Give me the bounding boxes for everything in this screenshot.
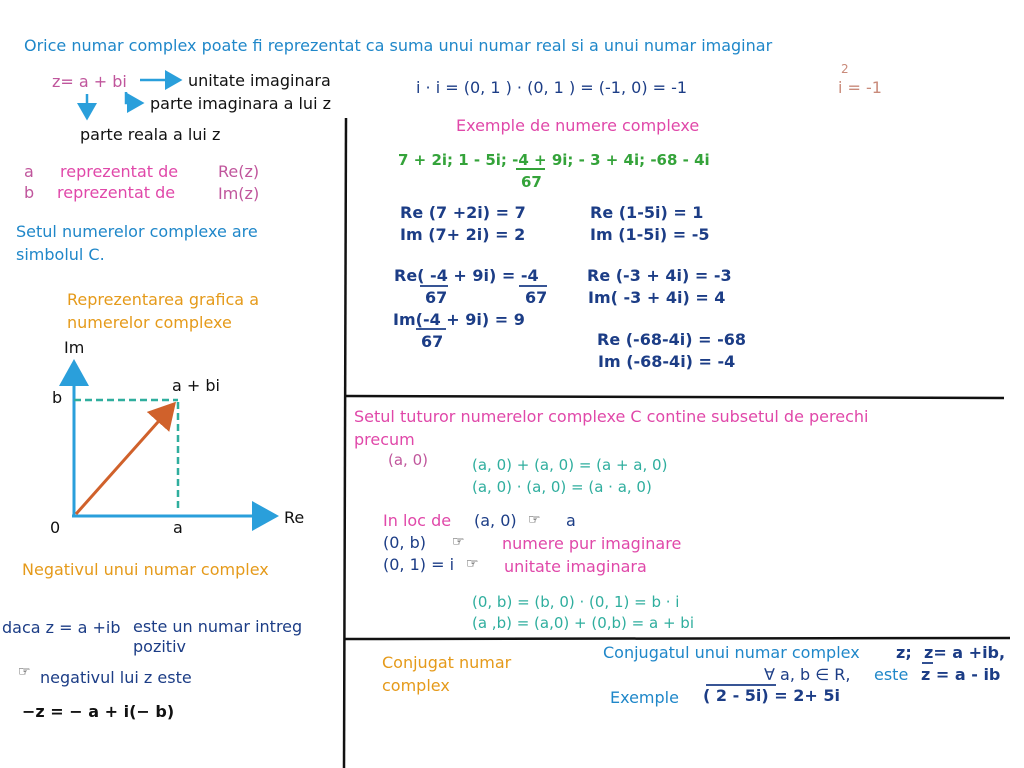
conjugate-forall: ∀ a, b ∈ R, [764, 665, 851, 684]
negative-cond-line1: este un numar intreg [133, 617, 303, 636]
negative-title: Negativul unui numar complex [22, 560, 269, 579]
im-neg68: Im (-68-4i) = -4 [598, 352, 736, 371]
sum-formula: (a ,b) = (a,0) + (0,b) = a + bi [472, 614, 694, 632]
im-z: Im(z) [218, 184, 260, 203]
graph-b-label: b [52, 388, 63, 407]
conjugate-este: este [874, 665, 909, 684]
complex-form: z= a + bi [52, 72, 127, 91]
identity-exponent: 2 [841, 62, 849, 76]
subset-pair: (a, 0) [388, 451, 428, 469]
negative-cond-line2: pozitiv [133, 637, 186, 656]
label-imag-unit: unitate imaginara [188, 71, 331, 90]
page-heading: Orice numar complex poate fi reprezentat ca suma unui numar real si a unui numar imaginar [24, 36, 773, 55]
pure-formula: (0, b) = (b, 0) · (0, 1) = b · i [472, 593, 680, 611]
im-frac: Im(-4 + 9i) = 9 [393, 310, 525, 329]
subset-sum: (a, 0) + (a, 0) = (a + a, 0) [472, 456, 668, 474]
identity-square: i = -1 [838, 78, 882, 97]
conjugate-example: ( 2 - 5i) = 2+ 5i [703, 686, 840, 705]
conjugate-zdef: z= a +ib, [924, 643, 1006, 662]
re-frac: Re( -4 + 9i) = -4 [394, 266, 539, 285]
im-frac-den: 67 [421, 332, 444, 351]
pointer-icon: ☞ [466, 556, 479, 572]
graph-point-label: a + bi [172, 376, 220, 395]
graph-a-label: a [173, 518, 183, 537]
pure-imag-text: numere pur imaginare [502, 534, 682, 553]
pointer-icon: ☞ [528, 512, 541, 528]
conjugate-z: z; [896, 643, 912, 662]
conjugate-title-line2: complex [382, 676, 450, 695]
instead-pair: (a, 0) [474, 511, 517, 530]
graph-origin-label: 0 [50, 518, 61, 537]
conjugate-formula: z = a - ib [921, 665, 1001, 684]
label-imag-part: parte imaginara a lui z [150, 94, 331, 113]
negative-if: daca z = a +ib [2, 618, 121, 637]
instead-label: In loc de [383, 511, 452, 530]
re-neg3-4i: Re (-3 + 4i) = -3 [587, 266, 732, 285]
represent-a-text: reprezentat de [60, 162, 179, 181]
conjugate-title-line1: Conjugat numar [382, 653, 512, 672]
re-frac-den-left: 67 [425, 288, 448, 307]
unit-text: unitate imaginara [504, 557, 647, 576]
re-frac-den-right: 67 [525, 288, 548, 307]
graph-title-line1: Reprezentarea grafica a [67, 290, 259, 309]
im-7-2i: Im (7+ 2i) = 2 [400, 225, 526, 244]
re-neg68: Re (-68-4i) = -68 [597, 330, 746, 349]
graph-re-label: Re [284, 508, 305, 527]
var-b: b [24, 183, 35, 202]
conjugate-def: Conjugatul unui numar complex [603, 643, 860, 662]
graph-im-label: Im [64, 338, 85, 357]
instead-result: a [566, 511, 576, 530]
im-1-5i: Im (1-5i) = -5 [590, 225, 710, 244]
graph-title-line2: numerelor complexe [67, 313, 232, 332]
negative-then: negativul lui z este [40, 668, 192, 687]
pointer-icon: ☞ [18, 664, 31, 680]
re-7-2i: Re (7 +2i) = 7 [400, 203, 526, 222]
examples-title: Exemple de numere complexe [456, 116, 700, 135]
subset-product: (a, 0) · (a, 0) = (a · a, 0) [472, 478, 652, 496]
set-symbol-line2: simbolul C. [16, 245, 105, 264]
subset-title-line1: Setul tuturor numerelor complexe C contine subsetul de perechi [354, 407, 869, 426]
represent-b-text: reprezentat de [57, 183, 176, 202]
pointer-icon: ☞ [452, 534, 465, 550]
label-real-part: parte reala a lui z [80, 125, 221, 144]
set-symbol-line1: Setul numerelor complexe are [16, 222, 258, 241]
subset-title-line2: precum [354, 430, 415, 449]
identity-equation: i · i = (0, 1 ) · (0, 1 ) = (-1, 0) = -1 [416, 78, 688, 97]
re-1-5i: Re (1-5i) = 1 [590, 203, 704, 222]
examples-list: 7 + 2i; 1 - 5i; -4 + 9i; - 3 + 4i; -68 - 4i [398, 151, 710, 169]
conjugate-example-label: Exemple [610, 688, 679, 707]
im-neg3-4i: Im( -3 + 4i) = 4 [588, 288, 726, 307]
re-z: Re(z) [218, 162, 260, 181]
pure-imag-pair: (0, b) [383, 533, 426, 552]
var-a: a [24, 162, 34, 181]
examples-list-den: 67 [521, 173, 542, 191]
negative-formula: −z = − a + i(− b) [22, 702, 175, 721]
unit-pair: (0, 1) = i [383, 555, 455, 574]
